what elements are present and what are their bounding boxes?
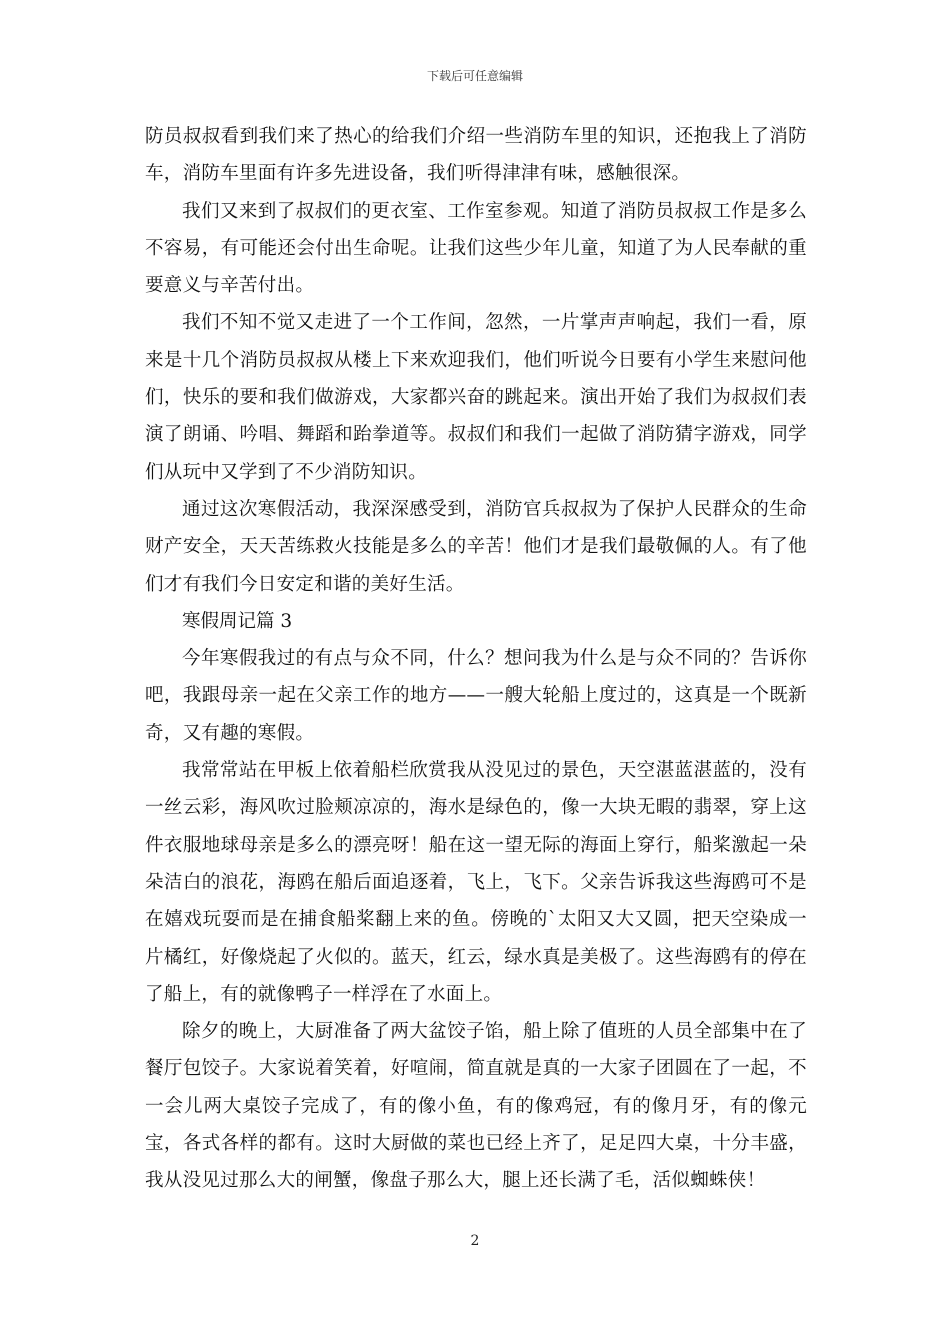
section-title: 寒假周记篇 3	[182, 610, 293, 632]
paragraph-6: 我常常站在甲板上依着船栏欣赏我从没见过的景色，天空湛蓝湛蓝的，没有一丝云彩，海风吹过脸颊凉凉的，海水是绿色的，像一大块无暇的翡翠，穿上这件衣服地球母亲是多么的漂亮呀！船在这一望无际的海面上穿行，船桨激起一朵朵洁白的浪花，海鸥在船后面追逐着，飞上，飞下。父亲告诉我这些海鸥可不是在嬉戏玩耍而是在捕食船桨翻上来的鱼。傍晚的`太阳又大又圆，把天空染成一片橘红，好像烧起了火似的。蓝天，红云，绿水真是美极了。这些海鸥有的停在了船上，有的就像鸭子一样浮在了水面上。	[145, 760, 807, 1005]
document-body	[145, 118, 807, 1200]
paragraph-1: 防员叔叔看到我们来了热心的给我们介绍一些消防车里的知识，还抱我上了消防车，消防车里面有许多先进设备，我们听得津津有味，感触很深。	[145, 126, 807, 185]
paragraph-4: 通过这次寒假活动，我深深感受到，消防官兵叔叔为了保护人民群众的生命财产安全，天天苦练救火技能是多么的辛苦！他们才是我们最敬佩的人。有了他们才有我们今日安定和谐的美好生活。	[145, 498, 807, 595]
page-header: 下载后可任意编辑	[426, 69, 523, 83]
paragraph-7: 除夕的晚上，大厨准备了两大盆饺子馅，船上除了值班的人员全部集中在了餐厅包饺子。大家说着笑着，好喧闹，简直就是真的一大家子团圆在了一起，不一会儿两大桌饺子完成了，有的像小鱼，有的像鸡冠，有的像月牙，有的像元宝，各式各样的都有。这时大厨做的菜也已经上齐了，足足四大桌，十分丰盛，我从没见过那么大的闸蟹，像盘子那么大，腿上还长满了毛，活似蜘蛛侠！	[145, 1021, 807, 1192]
paragraph-3: 我们不知不觉又走进了一个工作间，忽然，一片掌声声响起，我们一看，原来是十几个消防员叔叔从楼上下来欢迎我们，他们听说今日要有小学生来慰问他们，快乐的要和我们做游戏，大家都兴奋的跳起来。演出开始了我们为叔叔们表演了朗诵、吟唱、舞蹈和跆拳道等。叔叔们和我们一起做了消防猜字游戏，同学们从玩中又学到了不少消防知识。	[145, 312, 807, 483]
page-number: 2	[470, 1233, 480, 1249]
paragraph-5: 今年寒假我过的有点与众不同，什么？想问我为什么是与众不同的？告诉你吧，我跟母亲一起在父亲工作的地方——一艘大轮船上度过的，这真是一个既新奇，又有趣的寒假。	[145, 648, 807, 744]
paragraph-2: 我们又来到了叔叔们的更衣室、工作室参观。知道了消防员叔叔工作是多么不容易，有可能还会付出生命呢。让我们这些少年儿童，知道了为人民奉献的重要意义与辛苦付出。	[145, 200, 807, 297]
